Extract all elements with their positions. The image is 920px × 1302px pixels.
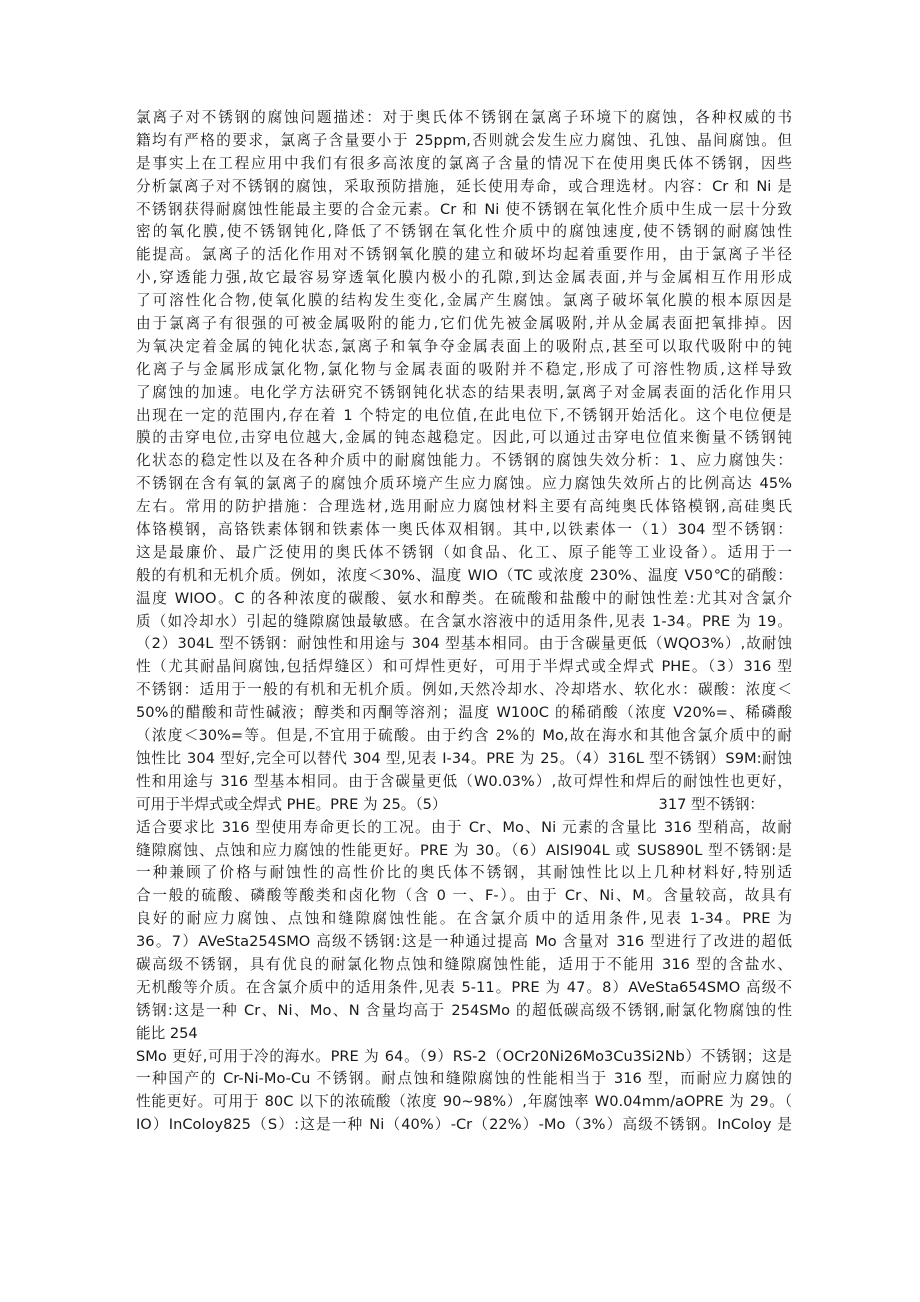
text-line: 是事实上在工程应用中我们有很多高浓度的氯离子含量的情况下在使用奥氏体不锈钢，因些 xyxy=(136,154,792,172)
text-line: 左右。常用的防护措施：合理选材,选用耐应力腐蚀材料主要有高纯奥氏体铬模钢,高硅奥氏 xyxy=(136,498,792,516)
text-line: SMo 更好,可用于冷的海水。PRE 为 64。（9）RS-2（OCr20Ni26Mo3Cu3Si2Nb）不锈钢；这是 xyxy=(136,1047,792,1065)
text-line: 碳高级不锈钢，具有优良的耐氯化物点蚀和缝隙腐蚀性能，适用于不能用 316 型的含盐水、 xyxy=(136,955,792,973)
text-line: 由于氯离子有很强的可被金属吸附的能力,它们优先被金属吸附,并从金属表面把氧排掉。因 xyxy=(136,315,792,333)
text-line: 性（尤其耐晶间腐蚀,包括焊缝区）和可焊性更好，可用于半焊式或全焊式 PHE。（3）316 型 xyxy=(136,658,792,676)
text-line: 出现在一定的范围内,存在着 1 个特定的电位值,在此电位下,不锈钢开始活化。这个电位便是 xyxy=(136,406,792,424)
text-segment: 可用于半焊式或全焊式 PHE。PRE 为 25。（5） xyxy=(136,795,447,813)
text-line: 为氧决定着金属的钝化状态,氯离子和氧争夺金属表面上的吸附点,甚至可以取代吸附中的钝 xyxy=(136,337,792,355)
body-text xyxy=(136,107,792,1137)
text-line: 不锈钢：适用于一般的有机和无机介质。例如,天然冷却水、冷却塔水、软化水：碳酸：浓度＜ xyxy=(136,681,792,699)
text-line-split xyxy=(136,794,792,817)
text-line: 分析氯离子对不锈钢的腐蚀，采取预防措施，延长使用寿命，或合理选材。内容：Cr 和 Ni 是 xyxy=(136,177,792,195)
text-line: 合一般的硫酸、磷酸等酸类和卤化物（含 0 一、F-）。由于 Cr、Ni、M。含量较高，故具有 xyxy=(136,887,792,905)
text-line: 小,穿透能力强,故它最容易穿透氧化膜内极小的孔隙,到达金属表面,并与金属相互作用形成 xyxy=(136,269,792,287)
text-line: （2）304L 型不锈钢：耐蚀性和用途与 304 型基本相同。由于含碳量更低（WQO3%）,故耐蚀 xyxy=(136,635,792,653)
text-line: IO）InColoy825（S）:这是一种 Ni（40%）-Cr（22%）-Mo（3%）高级不锈钢。InColoy 是 xyxy=(136,1116,792,1134)
text-line: 密的氧化膜,使不锈钢钝化,降低了不锈钢在氧化性介质中的腐蚀速度,使不锈钢的耐腐蚀性 xyxy=(136,223,792,241)
text-line: （浓度＜30%=等。但是,不宜用于硫酸。由于约含 2%的 Mo,故在海水和其他含氯介质中的耐 xyxy=(136,727,792,745)
text-line: 缝隙腐蚀、点蚀和应力腐蚀的性能更好。PRE 为 30。（6）AISI904L 或 SUS890L 型不锈钢:是 xyxy=(136,841,792,859)
text-line: 般的有机和无机介质。例如，浓度＜30%、温度 WIO（TC 或浓度 230%、温度 V50℃的硝酸： xyxy=(136,566,792,584)
text-line: 无机酸等介质。在含氯介质中的适用条件,见表 5-11。PRE 为 47。8）AVeSta654SMO 高级不 xyxy=(136,978,792,996)
text-line: 蚀性比 304 型好,完全可以替代 304 型,见表 I-34。PRE 为 25。（4）316L 型不锈钢）S9M:耐蚀 xyxy=(136,749,792,767)
text-line: 这是最廉价、最广泛使用的奥氏体不锈钢（如食品、化工、原子能等工业设备）。适用于一 xyxy=(136,543,792,561)
text-line: 良好的耐应力腐蚀、点蚀和缝隙腐蚀性能。在含氯介质中的适用条件,见表 1-34。PRE 为 xyxy=(136,910,792,928)
text-line: 能比 254 xyxy=(136,1024,198,1042)
text-line: 锈钢:这是一种 Cr、Ni、Mo、N 含量均高于 254SMo 的超低碳高级不锈钢,耐氯化物腐蚀的性 xyxy=(136,1001,792,1019)
text-line: 膜的击穿电位,击穿电位越大,金属的钝态越稳定。因此,可以通过击穿电位值来衡量不锈钢钝 xyxy=(136,429,792,447)
text-line: 能提高。氯离子的活化作用对不锈钢氧化膜的建立和破坏均起着重要作用，由于氯离子半径 xyxy=(136,246,792,264)
text-line: 质（如冷却水）引起的缝隙腐蚀最敏感。在含氯水溶液中的适用条件,见表 1-34。PRE 为 19。 xyxy=(136,612,792,630)
text-line: 性和用途与 316 型基本相同。由于含碳量更低（W0.03%）,故可焊性和焊后的耐蚀性也更好， xyxy=(136,772,792,790)
text-line: 性能更好。可用于 80C 以下的浓硫酸（浓度 90~98%）,年腐蚀率 W0.04mm∕aOPRE 为 29。（ xyxy=(136,1093,792,1111)
text-line: 氯离子对不锈钢的腐蚀问题描述：对于奥氏体不锈钢在氯离子环境下的腐蚀，各种权威的书 xyxy=(136,109,792,126)
text-line: 温度 WIOO。C 的各种浓度的碳酸、氨水和醇类。在硫酸和盐酸中的耐蚀性差:尤其对含氯介 xyxy=(136,589,792,607)
text-line: 化状态的稳定性以及在各种介质中的耐腐蚀能力。不锈钢的腐蚀失效分析：1、应力腐蚀失： xyxy=(136,452,792,470)
text-line: 了腐蚀的加速。电化学方法研究不锈钢钝化状态的结果表明,氯离子对金属表面的活化作用只 xyxy=(136,383,792,401)
text-line: 36。7）AVeSta254SMO 高级不锈钢:这是一种通过提高 Mo 含量对 316 型进行了改进的超低 xyxy=(136,933,792,951)
text-line: 不锈钢在含有氧的氯离子的腐蚀介质环境产生应力腐蚀。应力腐蚀失效所占的比例高达 45% xyxy=(136,475,792,493)
text-segment: 317 型不锈钢： xyxy=(658,795,765,813)
text-line: 化离子与金属形成氯化物,氯化物与金属表面的吸附并不稳定,形成了可溶性物质,这样导致 xyxy=(136,360,792,378)
text-line: 了可溶性化合物,使氧化膜的结构发生变化,金属产生腐蚀。氯离子破坏氧化膜的根本原因是 xyxy=(136,292,792,310)
text-line: 适合要求比 316 型使用寿命更长的工况。由于 Cr、Mo、Ni 元素的含量比 316 型稍高，故耐 xyxy=(136,818,792,836)
text-line: 一种国产的 Cr-Ni-Mo-Cu 不锈钢。耐点蚀和缝隙腐蚀的性能相当于 316 型，而耐应力腐蚀的 xyxy=(136,1070,792,1088)
text-line: 籍均有严格的要求，氯离子含量要小于 25ppm,否则就会发生应力腐蚀、孔蚀、晶间腐蚀。但 xyxy=(136,131,792,149)
text-line: 一种兼顾了价格与耐蚀性的高性价比的奥氏体不锈钢，其耐蚀性比以上几种材料好,特别适 xyxy=(136,864,792,882)
text-line: 不锈钢获得耐腐蚀性能最主要的合金元素。Cr 和 Ni 使不锈钢在氧化性介质中生成一层十分致 xyxy=(136,200,792,218)
text-line: 体铬模钢，高铬铁素体钢和铁素体一奥氏体双相钢。其中,以铁素体一（1）304 型不锈钢： xyxy=(136,521,792,539)
text-line: 50%的醋酸和苛性碱液；醇类和丙酮等溶剂；温度 W100C 的稀硝酸（浓度 V20%=、稀磷酸 xyxy=(136,704,792,722)
